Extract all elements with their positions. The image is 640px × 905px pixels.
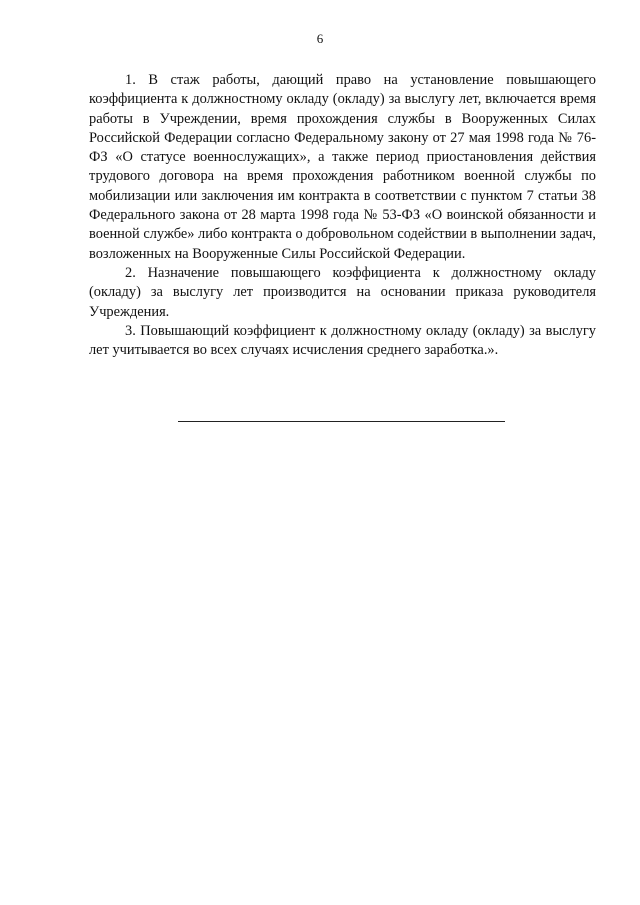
page-number: 6 (316, 31, 324, 46)
paragraph-3: 3. Повышающий коэффициент к должностному окладу (окладу) за выслугу лет учитывается во всех случаях исчисления среднего заработка.». (89, 322, 596, 359)
end-divider-line (178, 421, 505, 422)
document-body (89, 71, 596, 360)
paragraph-1: 1. В стаж работы, дающий право на установление повышающего коэффициента к должностному окладу (окладу) за выслугу лет, включается время работы в Учреждении, время прохождения службы в Вооруженных Силах Российской Федерации согласно Федеральному закону от 27 мая 1998 года № 76-ФЗ «О статусе военнослужащих», а также период приостановления действия трудового договора на время прохождения работником военной службы по мобилизации или заключения им контракта в соответствии с пунктом 7 статьи 38 Федерального закона от 28 марта 1998 года № 53-ФЗ «О воинской обязанности и военной службе» либо контракта о добровольном содействии в выполнении задач, возложенных на Вооруженные Силы Российской Федерации. (89, 72, 596, 262)
paragraph-2: 2. Назначение повышающего коэффициента к должностному окладу (окладу) за выслугу лет производится на основании приказа руководителя Учреждения. (89, 264, 596, 320)
